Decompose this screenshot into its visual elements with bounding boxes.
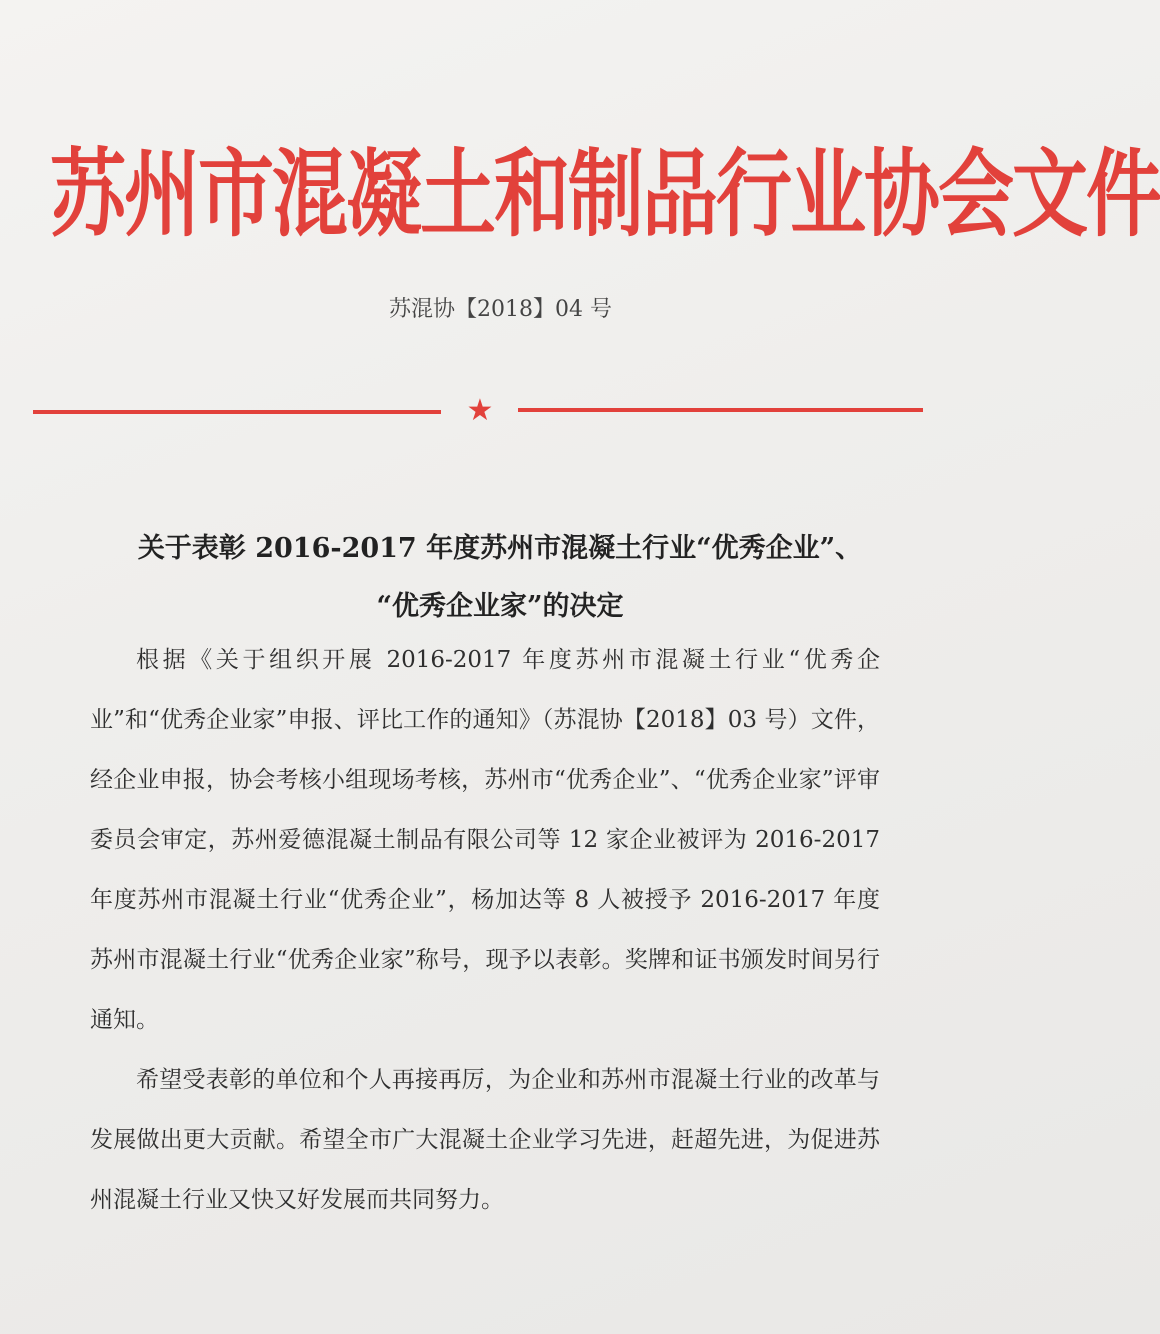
decision-title <box>60 520 940 636</box>
body-paragraph-1: 根据《关于组织开展 2016-2017 年度苏州市混凝土行业“优秀企业”和“优秀企业家”申报、评比工作的通知》（苏混协【2018】03 号）文件，经企业申报，协会考核小组现场考核，苏州市“优秀企业”、“优秀企业家”评审委员会审定，苏州爱德混凝土制品有限公司等 12 家企业被评为 2016-2017 年度苏州市混凝土行业“优秀企业”，杨加达等 8 人被授予 2016-2017 年度苏州市混凝土行业“优秀企业家”称号，现予以表彰。奖牌和证书颁发时间另行通知。 <box>90 647 880 1033</box>
divider-line-right <box>518 408 923 412</box>
divider-line-left <box>33 410 441 414</box>
org-title: 苏州市混凝土和制品行业协会文件 <box>50 138 1160 250</box>
body-text <box>90 630 880 1230</box>
star-icon: ★ <box>466 393 494 428</box>
doc-number: 苏混协【2018】04 号 <box>389 297 612 322</box>
decision-title-line2: “优秀企业家”的决定 <box>376 591 624 622</box>
red-divider <box>33 393 923 428</box>
body-paragraph-2: 希望受表彰的单位和个人再接再厉，为企业和苏州市混凝土行业的改革与发展做出更大贡献。希望全市广大混凝土企业学习先进，赶超先进，为促进苏州混凝土行业又快又好发展而共同努力。 <box>90 1067 880 1213</box>
decision-title-line1: 关于表彰 2016-2017 年度苏州市混凝土行业“优秀企业”、 <box>137 533 863 564</box>
